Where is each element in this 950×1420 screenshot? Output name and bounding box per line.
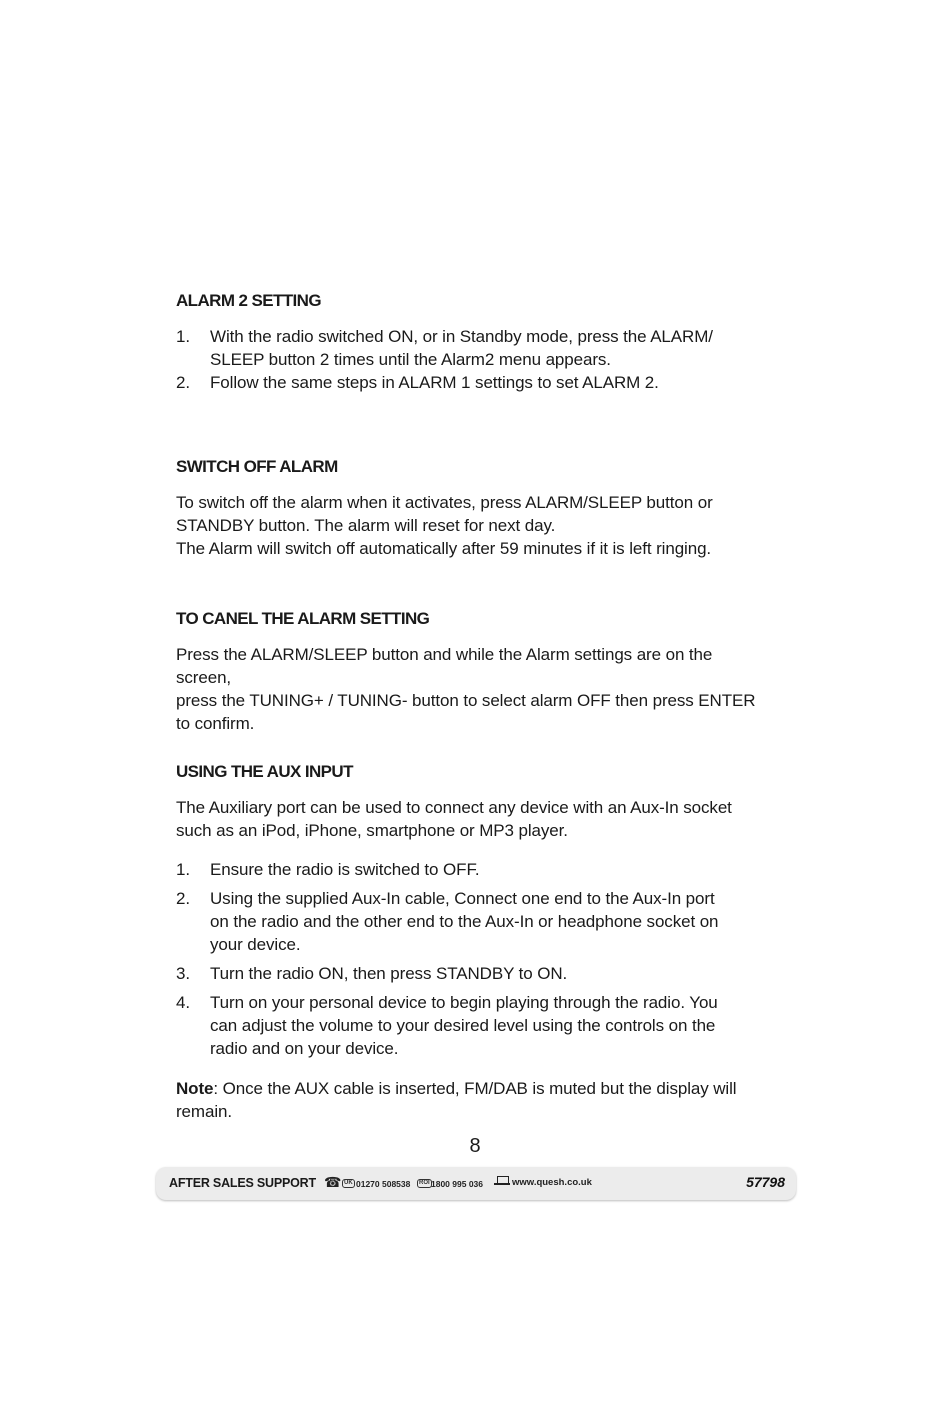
list-item (176, 371, 776, 394)
step-number: 4. (176, 993, 190, 1012)
paragraph (176, 796, 776, 842)
step-list (176, 858, 776, 1060)
support-url: www.quesh.co.uk (512, 1177, 592, 1188)
list-item (176, 858, 776, 881)
section-alarm2 (176, 290, 776, 394)
para-line: To switch off the alarm when it activates, press ALARM/SLEEP button or (176, 493, 713, 512)
after-sales-footer (156, 1167, 796, 1200)
footer-label: AFTER SALES SUPPORT (169, 1176, 316, 1190)
para-line: The Auxiliary port can be used to connect any device with an Aux-In socket (176, 798, 732, 817)
section-aux-input (176, 761, 776, 1123)
section-switch-off-alarm (176, 456, 776, 560)
roi-badge: ROI (419, 1180, 430, 1186)
step-line: Ensure the radio is switched to OFF. (210, 860, 480, 879)
list-item (176, 325, 776, 371)
list-item (176, 991, 776, 1060)
phone-icon: ☎ (324, 1174, 342, 1190)
step-line: Turn on your personal device to begin playing through the radio. You (210, 993, 718, 1012)
step-line: can adjust the volume to your desired level using the controls on the (210, 1016, 716, 1035)
uk-phone-number: 01270 508538 (356, 1179, 411, 1189)
para-line: Press the ALARM/SLEEP button and while the Alarm settings are on the (176, 645, 713, 664)
section-cancel-alarm (176, 608, 776, 735)
step-line: SLEEP button 2 times until the Alarm2 menu appears. (210, 350, 611, 369)
para-line: such as an iPod, iPhone, smartphone or MP3 player. (176, 821, 568, 840)
note-label: Note (176, 1079, 214, 1098)
paragraph (176, 643, 776, 735)
roi-phone-number: 1800 995 036 (431, 1179, 483, 1189)
section-heading: SWITCH OFF ALARM (176, 457, 338, 476)
para-line: The Alarm will switch off automatically after 59 minutes if it is left ringing. (176, 539, 712, 558)
step-line: Using the supplied Aux-In cable, Connect one end to the Aux-In port (210, 889, 715, 908)
step-line: radio and on your device. (210, 1039, 399, 1058)
step-list (176, 325, 776, 394)
step-line: on the radio and the other end to the Aux-In or headphone socket on (210, 912, 719, 931)
list-item (176, 962, 776, 985)
page-number: 8 (469, 1135, 481, 1157)
para-line: STANDBY button. The alarm will reset for next day. (176, 516, 556, 535)
step-number: 3. (176, 964, 190, 983)
step-line: Follow the same steps in ALARM 1 settings to set ALARM 2. (210, 373, 659, 392)
page-content (176, 290, 776, 1123)
step-number: 1. (176, 327, 190, 346)
uk-badge: UK (344, 1180, 353, 1186)
note-line: remain. (176, 1102, 232, 1121)
product-code: 57798 (746, 1174, 785, 1190)
section-heading: TO CANEL THE ALARM SETTING (176, 609, 430, 628)
step-number: 1. (176, 860, 190, 879)
step-line: With the radio switched ON, or in Standby mode, press the ALARM/ (210, 327, 713, 346)
paragraph (176, 491, 776, 560)
note-line: : Once the AUX cable is inserted, FM/DAB is muted but the display will (213, 1079, 737, 1098)
para-line: press the TUNING+ / TUNING- button to select alarm OFF then press ENTER (176, 691, 756, 710)
section-heading: USING THE AUX INPUT (176, 762, 353, 781)
step-line: your device. (210, 935, 301, 954)
step-number: 2. (176, 373, 190, 392)
step-line: Turn the radio ON, then press STANDBY to ON. (210, 964, 568, 983)
section-heading: ALARM 2 SETTING (176, 291, 321, 310)
para-line: to confirm. (176, 714, 255, 733)
step-number: 2. (176, 889, 190, 908)
list-item (176, 887, 776, 956)
laptop-base (494, 1183, 510, 1185)
note-paragraph (176, 1077, 776, 1123)
para-line: screen, (176, 668, 232, 687)
